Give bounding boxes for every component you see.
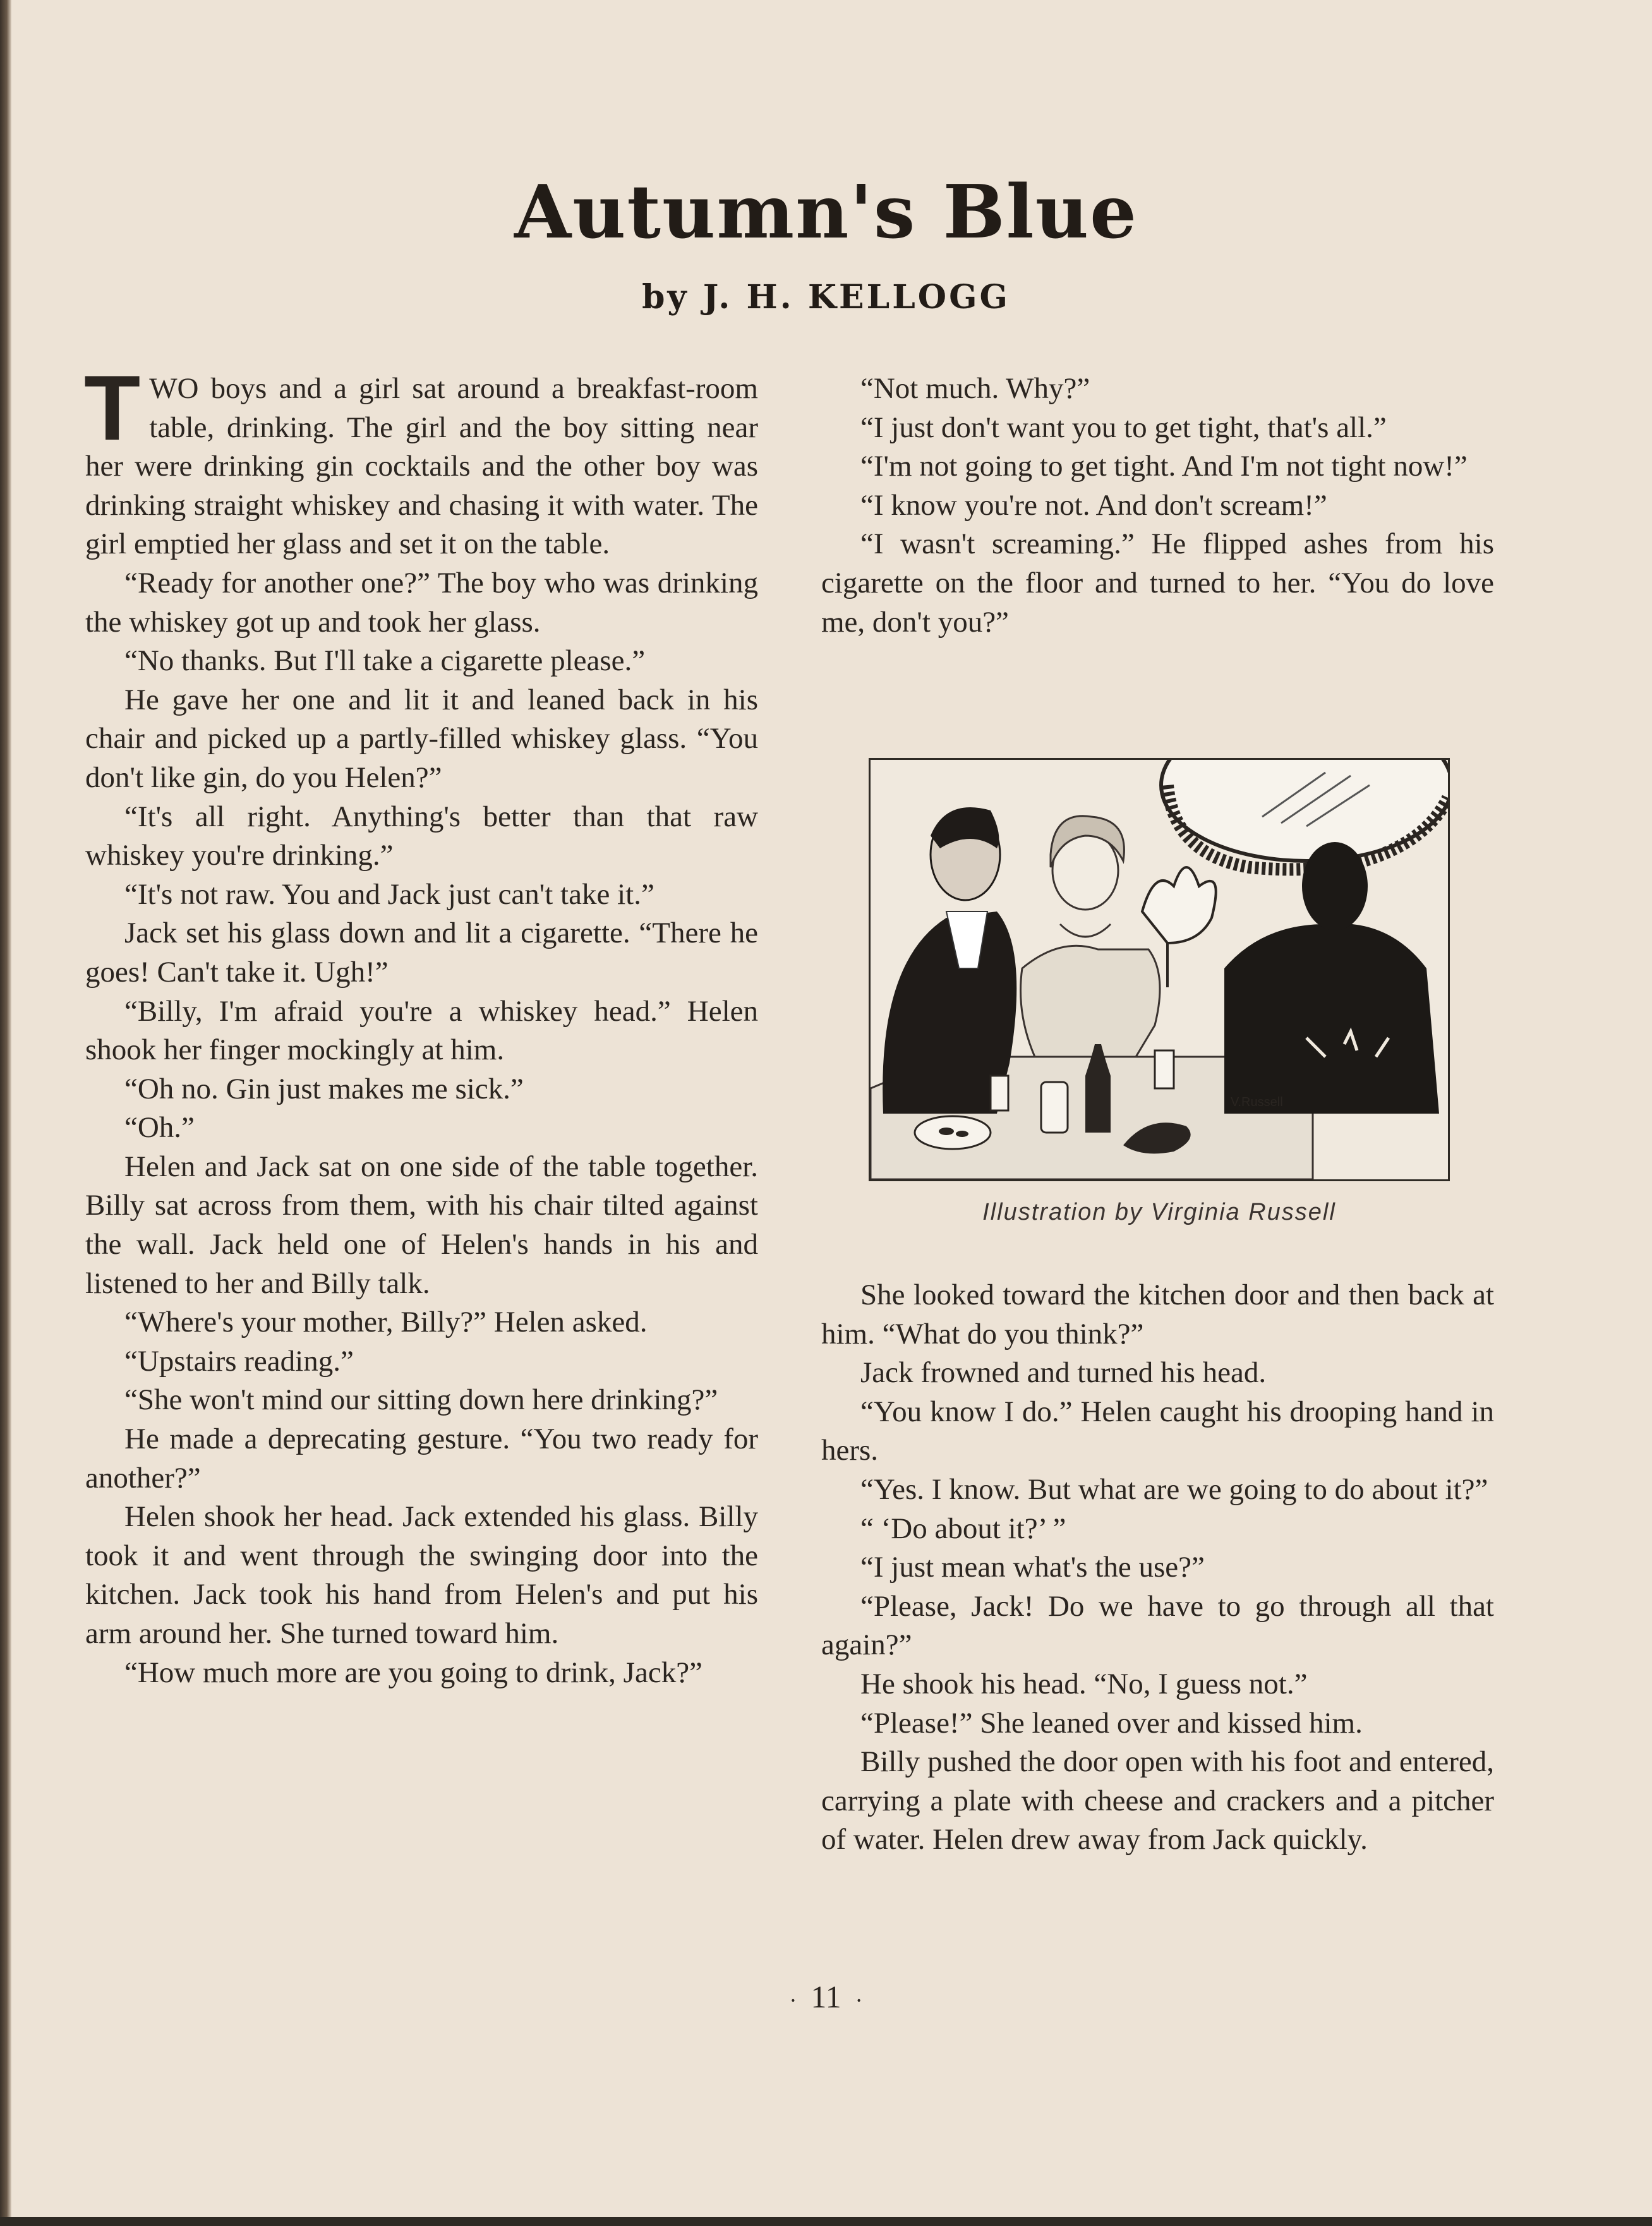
- paragraph: “Not much. Why?”: [860, 372, 1090, 405]
- opening-paragraph: [84, 356, 758, 564]
- opening-word-rest: WO: [149, 372, 199, 405]
- paragraph: “I just don't want you to get tight, that's all.”: [860, 411, 1387, 444]
- paragraph: “Please, Jack! Do we have to go through all that again?”: [821, 1589, 1494, 1662]
- left-column: [84, 356, 758, 1692]
- page-folio: [0, 1978, 1652, 2015]
- paragraph: “I wasn't screaming.” He flipped ashes from his cigarette on the floor and turned to her. “You do love me, don't you?”: [821, 527, 1494, 639]
- paragraph: “She won't mind our sitting down here drinking?”: [124, 1383, 718, 1417]
- right-column-bottom: [821, 1276, 1494, 1860]
- page-bottom-edge: [0, 2217, 1652, 2226]
- paragraph: Jack set his glass down and lit a cigarette. “There he goes! Can't take it. Ugh!”: [85, 917, 758, 989]
- paragraph: Helen shook her head. Jack extended his glass. Billy took it and went through the swinging door into the kitchen. Jack took his hand from Helen's and put his arm around her. She turned toward him.: [85, 1500, 758, 1650]
- paragraph: “It's not raw. You and Jack just can't take it.”: [124, 877, 654, 911]
- paragraph: He made a deprecating gesture. “You two ready for another?”: [85, 1423, 758, 1495]
- page-number: 11: [811, 1979, 841, 2014]
- paragraph: He shook his head. “No, I guess not.”: [860, 1667, 1308, 1700]
- paragraph: Billy pushed the door open with his foot and entered, carrying a plate with cheese and crackers and a pitcher of water. Helen drew away from Jack quickly.: [821, 1745, 1494, 1856]
- folio-ornament-right: ·: [855, 1987, 863, 2013]
- paragraph: “Oh.”: [124, 1111, 195, 1145]
- article-byline: by J. H. KELLOGG: [642, 278, 1010, 316]
- illustration-caption: Illustration by Virginia Russell: [982, 1199, 1336, 1225]
- right-column-top: [821, 370, 1494, 642]
- article-title: Autumn's Blue: [514, 169, 1138, 255]
- paragraph: “Upstairs reading.”: [124, 1344, 354, 1378]
- paragraph: “Please!” She leaned over and kissed him.: [860, 1706, 1363, 1740]
- paragraph: “ ‘Do about it?’ ”: [860, 1512, 1066, 1545]
- paragraph: “Billy, I'm afraid you're a whiskey head.” Helen shook her finger mockingly at him.: [85, 994, 758, 1067]
- illustration: [869, 758, 1450, 1181]
- drop-cap: T: [84, 356, 141, 459]
- paragraph: “No thanks. But I'll take a cigarette please.”: [124, 644, 646, 678]
- paragraph: “You know I do.” Helen caught his drooping hand in hers.: [821, 1395, 1494, 1467]
- paragraph: Jack frowned and turned his head.: [860, 1356, 1267, 1390]
- paragraph: “I know you're not. And don't scream!”: [860, 488, 1327, 522]
- paragraph: “Where's your mother, Billy?” Helen asked.: [124, 1306, 648, 1339]
- paragraph: “I'm not going to get tight. And I'm not tight now!”: [860, 450, 1468, 483]
- paragraph: “It's all right. Anything's better than that raw whiskey you're drinking.”: [85, 800, 758, 872]
- opening-paragraph-text: boys and a girl sat around a breakfast-room table, drinking. The girl and the boy sitting near her were drinking gin cocktails and the other boy was drinking straight whiskey and chasing it with water. The girl emptied her glass and set it on the table.: [85, 372, 758, 561]
- artist-signature: V.Russell: [1231, 1095, 1283, 1109]
- paragraph: “I just mean what's the use?”: [860, 1551, 1205, 1584]
- paragraph: “Ready for another one?” The boy who was drinking the whiskey got up and took her glass.: [85, 566, 758, 639]
- paragraph: “Oh no. Gin just makes me sick.”: [124, 1072, 524, 1105]
- paragraph: “How much more are you going to drink, Jack?”: [124, 1656, 702, 1689]
- illustration-drawing: [871, 760, 1448, 1179]
- folio-ornament-left: ·: [789, 1987, 797, 2013]
- paragraph: Helen and Jack sat on one side of the table together. Billy sat across from them, with his chair tilted against the wall. Jack held one of Helen's hands in his and listened to her and Billy talk.: [85, 1150, 758, 1300]
- paragraph: “Yes. I know. But what are we going to do about it?”: [860, 1472, 1488, 1506]
- binding-edge: [0, 0, 11, 2226]
- paragraph: He gave her one and lit it and leaned back in his chair and picked up a partly-filled whiskey glass. “You don't like gin, do you Helen?”: [85, 683, 758, 794]
- paragraph: She looked toward the kitchen door and then back at him. “What do you think?”: [821, 1278, 1494, 1351]
